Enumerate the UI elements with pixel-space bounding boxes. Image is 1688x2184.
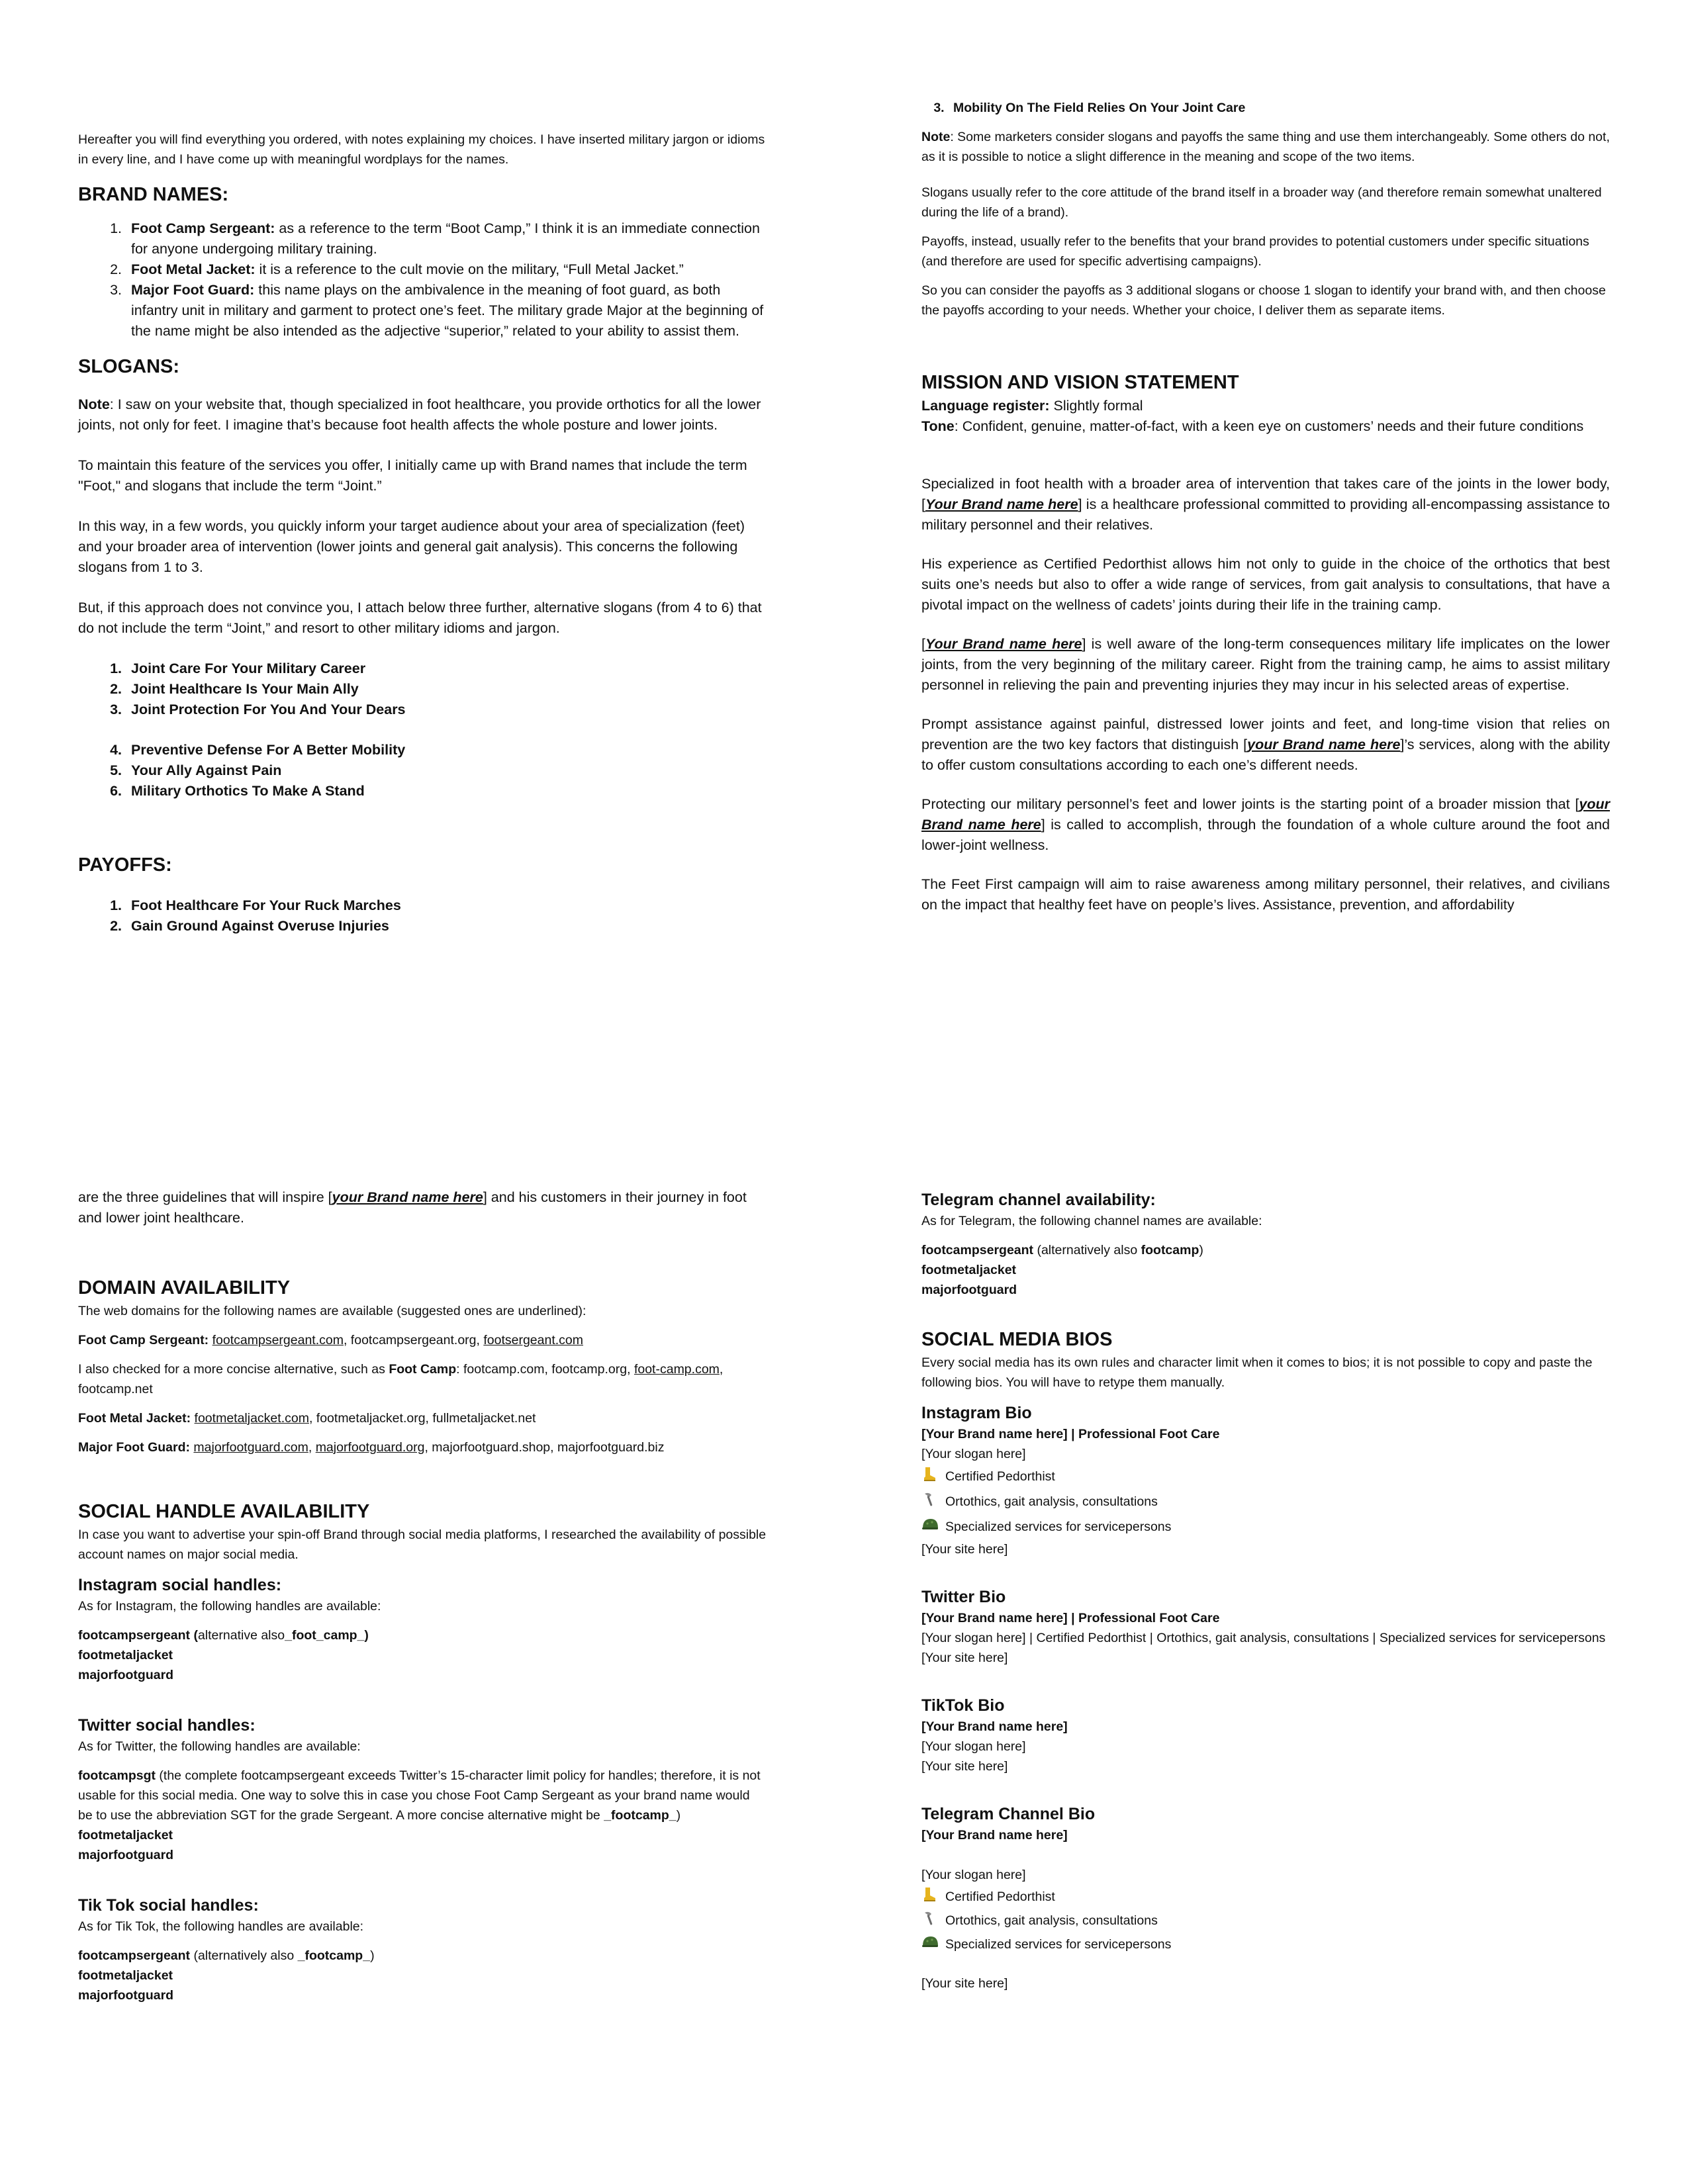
social-handle-heading: SOCIAL HANDLE AVAILABILITY bbox=[78, 1501, 370, 1522]
handle-item bbox=[78, 1768, 761, 1823]
handle-item bbox=[921, 1240, 1610, 1260]
handle-item: majorfootguard bbox=[921, 1283, 1017, 1297]
slogan-item: 5. Your Ally Against Pain bbox=[126, 760, 767, 781]
bio-text: Ortothics, gait analysis, consultations bbox=[945, 1913, 1158, 1928]
bio-line bbox=[921, 1933, 1610, 1956]
tone-value: : Confident, genuine, matter-of-fact, with a keen eye on customers’ needs and their future conditions bbox=[954, 418, 1584, 434]
instagram-bio bbox=[921, 1424, 1610, 1559]
handle-item: footmetaljacket bbox=[921, 1263, 1017, 1277]
text-run: , footcamp.net bbox=[78, 1362, 724, 1396]
text-run: ) bbox=[676, 1808, 681, 1823]
handle-text: footcampsergeant ( bbox=[78, 1628, 198, 1643]
instagram-bio-heading: Instagram Bio bbox=[921, 1404, 1032, 1422]
bio-line bbox=[921, 1909, 1610, 1933]
tiktok-bio bbox=[921, 1717, 1610, 1776]
brand-names-heading: BRAND NAMES: bbox=[78, 184, 229, 205]
telegram-channel-intro: As for Telegram, the following channel names are available: bbox=[921, 1214, 1262, 1228]
brand-name-label: Major Foot Guard: bbox=[131, 282, 255, 298]
orthotics-tool-icon bbox=[921, 1910, 939, 1927]
twitter-handles-intro: As for Twitter, the following handles are available: bbox=[78, 1739, 361, 1754]
slogans-paragraph: To maintain this feature of the services you offer, I initially came up with Brand names that include the term "Foot," and slogans that include the term “Joint.” bbox=[78, 457, 747, 494]
slogans-paragraph: But, if this approach does not convince you, I attach below three further, alternative slogans (from 4 to 6) that do not include the term “Joint,” and resort to other military idioms and jargon. bbox=[78, 600, 762, 636]
social-intro: In case you want to advertise your spin-off Brand through social media platforms, I researched the availability of possible account names on major social media. bbox=[78, 1527, 767, 1562]
boot-icon bbox=[921, 1466, 939, 1483]
mission-continuation bbox=[78, 1187, 767, 1228]
text-run: , majorfootguard.shop, majorfootguard.biz bbox=[424, 1440, 665, 1455]
text-run: ]’s services, along with the ability to offer custom consultations according to each one’s different needs. bbox=[921, 737, 1611, 773]
bio-line bbox=[921, 1464, 1610, 1489]
slogans-paragraph: In this way, in a few words, you quickly inform your target audience about your area of specialization (feet) and your broader area of intervention (lower joints and general gait analysis). This concerns the following slogans from 1 to 3. bbox=[78, 518, 745, 575]
handle-note: (alternatively also bbox=[190, 1948, 298, 1963]
brand-name-placeholder: your Brand name here bbox=[921, 796, 1610, 833]
text-run: [ bbox=[921, 636, 925, 652]
brand-names-list bbox=[78, 218, 767, 341]
handle-text: footcampsgt bbox=[78, 1768, 156, 1783]
bio-site-line: [Your site here] bbox=[921, 1759, 1008, 1774]
slogans-list-alternative bbox=[78, 740, 767, 801]
domain-line-foot-camp-sergeant bbox=[78, 1330, 767, 1350]
slogan-item: 1. Joint Care For Your Military Career bbox=[126, 659, 767, 679]
bio-text: Specialized services for servicepersons bbox=[945, 1520, 1172, 1534]
payoff-item: 1. Foot Healthcare For Your Ruck Marches bbox=[126, 895, 767, 916]
text-run: Protecting our military personnel’s feet and lower joints is the starting point of a broader mission that [ bbox=[921, 796, 1579, 812]
domain-line-foot-camp bbox=[78, 1359, 767, 1399]
bio-text: Certified Pedorthist bbox=[945, 1469, 1055, 1484]
tiktok-handles-list bbox=[78, 1946, 767, 2005]
bio-brand-line: [Your Brand name here] bbox=[921, 1719, 1068, 1734]
domain-label: Major Foot Guard: bbox=[78, 1440, 190, 1455]
handle-item bbox=[78, 1946, 767, 1966]
bio-slogan-line: [Your slogan here] bbox=[921, 1447, 1026, 1461]
page-3-column bbox=[78, 1187, 767, 2005]
brand-name-item bbox=[126, 259, 767, 280]
tiktok-handles-heading: Tik Tok social handles: bbox=[78, 1896, 259, 1915]
bio-line: [Your slogan here] | Certified Pedorthist | Ortothics, gait analysis, consultations | Specialized services for servicepersons bbox=[921, 1631, 1606, 1645]
handle-item: majorfootguard bbox=[78, 1668, 174, 1682]
text-run: ) bbox=[1199, 1243, 1203, 1257]
domain-label: Foot Metal Jacket: bbox=[78, 1411, 191, 1426]
mission-vision-heading: MISSION AND VISION STATEMENT bbox=[921, 372, 1239, 393]
payoff-item: 3. Mobility On The Field Relies On Your Joint Care bbox=[948, 98, 1610, 118]
text-run: are the three guidelines that will inspire [ bbox=[78, 1189, 332, 1205]
payoffs-list bbox=[78, 895, 767, 936]
slogans-heading: SLOGANS: bbox=[78, 356, 180, 377]
domain-availability-heading: DOMAIN AVAILABILITY bbox=[78, 1277, 291, 1298]
handle-text: _footcamp_ bbox=[604, 1808, 677, 1823]
boot-icon bbox=[921, 1886, 939, 1903]
bio-text: Certified Pedorthist bbox=[945, 1889, 1055, 1904]
handle-note: alternative also bbox=[197, 1628, 285, 1643]
orthotics-tool-icon bbox=[921, 1491, 939, 1508]
telegram-channel-heading: Telegram channel availability: bbox=[921, 1191, 1156, 1209]
text-run: ] is a healthcare professional committed to providing all-encompassing assistance to military personnel and their relatives. bbox=[921, 496, 1610, 533]
handle-text: footcampsergeant bbox=[921, 1243, 1034, 1257]
domain-suggested: foot-camp.com bbox=[633, 1362, 720, 1377]
twitter-handles-heading: Twitter social handles: bbox=[78, 1716, 256, 1735]
brand-name-placeholder: your Brand name here bbox=[1247, 737, 1401, 752]
bio-line bbox=[921, 1514, 1610, 1539]
brand-name-placeholder: Your Brand name here bbox=[925, 496, 1078, 512]
bio-line bbox=[921, 1489, 1610, 1514]
handle-item: footmetaljacket bbox=[78, 1968, 173, 1983]
payoffs-paragraph: Payoffs, instead, usually refer to the benefits that your brand provides to potential customers under specific situations (and therefore are used for specific advertising campaigns). bbox=[921, 234, 1589, 269]
slogan-item: 4. Preventive Defense For A Better Mobility bbox=[126, 740, 767, 760]
language-register bbox=[921, 396, 1610, 416]
slogan-item: 2. Joint Healthcare Is Your Main Ally bbox=[126, 679, 767, 700]
choice-paragraph: So you can consider the payoffs as 3 additional slogans or choose 1 slogan to identify your brand with, and then choose the payoffs according to your needs. Whether your choice, I deliver them as separate items. bbox=[921, 283, 1606, 318]
telegram-channel-list bbox=[921, 1240, 1610, 1300]
twitter-bio bbox=[921, 1608, 1610, 1668]
bio-text: Specialized services for servicepersons bbox=[945, 1937, 1172, 1952]
twitter-bio-heading: Twitter Bio bbox=[921, 1588, 1006, 1606]
handle-text: _footcamp_ bbox=[297, 1948, 371, 1963]
social-media-bios-heading: SOCIAL MEDIA BIOS bbox=[921, 1329, 1113, 1350]
brand-name-text: as a reference to the term “Boot Camp,” I think it is an immediate connection for anyone undergoing military training. bbox=[131, 220, 760, 257]
mission-paragraph bbox=[921, 474, 1610, 535]
mission-paragraph bbox=[921, 794, 1610, 856]
text-run: , footmetaljacket.org, fullmetaljacket.net bbox=[308, 1411, 536, 1426]
page-1-column bbox=[78, 130, 767, 936]
bio-site-line: [Your site here] bbox=[921, 1651, 1008, 1665]
military-helmet-icon bbox=[921, 1934, 939, 1951]
page-4-column bbox=[921, 1189, 1610, 1993]
telegram-bio bbox=[921, 1825, 1610, 1993]
bio-site-line: [Your site here] bbox=[921, 1976, 1008, 1991]
bio-line bbox=[921, 1885, 1610, 1909]
brand-name-text: this name plays on the ambivalence in the meaning of foot guard, as both infantry unit in military and garment to protect one’s feet. The military grade Major at the beginning of the name might be also intended as the adjective “superior,” related to your ability to assist them. bbox=[131, 282, 764, 339]
brand-name-text: it is a reference to the cult movie on the military, “Full Metal Jacket.” bbox=[255, 261, 684, 277]
bio-brand-line: [Your Brand name here] | Professional Foot Care bbox=[921, 1611, 1220, 1625]
payoffs-list-continued bbox=[921, 98, 1610, 118]
handle-text: footcamp bbox=[1141, 1243, 1199, 1257]
brand-name-label: Foot Metal Jacket: bbox=[131, 261, 256, 277]
handle-item: footmetaljacket bbox=[78, 1648, 173, 1662]
slogan-item: 3. Joint Protection For You And Your Dears bbox=[126, 700, 767, 720]
mission-paragraph bbox=[921, 634, 1610, 696]
tiktok-handles-intro: As for Tik Tok, the following handles are available: bbox=[78, 1919, 364, 1934]
text-run: ] and his customers in their journey in foot and lower joint healthcare. bbox=[78, 1189, 747, 1226]
domain-suggested: footcampsergeant.com bbox=[212, 1333, 344, 1347]
brand-name-placeholder: your Brand name here bbox=[332, 1189, 483, 1205]
handle-note: (the complete footcampsergeant exceeds Twitter’s 15-character limit policy for handles; therefore, it is not usable for this social media. One way to solve this in case you chose Foot Camp Sergeant as your brand name would be to use the abbreviation SGT for the grade Sergeant. A more concise alternative might be bbox=[78, 1768, 761, 1823]
military-helmet-icon bbox=[921, 1516, 939, 1533]
domain-intro: The web domains for the following names are available (suggested ones are underlined): bbox=[78, 1304, 586, 1318]
social-media-bios-intro: Every social media has its own rules and character limit when it comes to bios; it is not possible to copy and paste the following bios. You will have to retype them manually. bbox=[921, 1355, 1593, 1390]
domain-label: Foot Camp bbox=[389, 1362, 457, 1377]
bio-slogan-line: [Your slogan here] bbox=[921, 1868, 1026, 1882]
tone bbox=[921, 416, 1610, 437]
text-run: Prompt assistance against painful, distressed lower joints and feet, and long-time vision that relies on prevention are the two key factors that distinguish [ bbox=[921, 716, 1610, 752]
text-run: : footcamp.com, footcamp.org, bbox=[456, 1362, 634, 1377]
instagram-handles-list bbox=[78, 1625, 767, 1685]
text-run: , bbox=[308, 1440, 316, 1455]
text-run: I also checked for a more concise alternative, such as bbox=[78, 1362, 389, 1377]
note-label: Note bbox=[921, 130, 951, 144]
telegram-bio-heading: Telegram Channel Bio bbox=[921, 1805, 1096, 1823]
handle-item bbox=[78, 1625, 767, 1645]
text-run: Specialized in foot health with a broader area of intervention that takes care of the joints in the lower body, [ bbox=[921, 476, 1610, 512]
payoff-item: 2. Gain Ground Against Overuse Injuries bbox=[126, 916, 767, 936]
note-label: Note bbox=[78, 396, 110, 412]
register-value: Slightly formal bbox=[1049, 398, 1143, 414]
tiktok-bio-heading: TikTok Bio bbox=[921, 1696, 1005, 1715]
note-text: : I saw on your website that, though specialized in foot healthcare, you provide orthotics for all the lower joints, not only for feet. I imagine that’s because foot health affects the whole posture and lower joints. bbox=[78, 396, 761, 433]
mission-paragraph bbox=[921, 714, 1610, 776]
domain-suggested: majorfootguard.org bbox=[315, 1440, 425, 1455]
handle-item: footmetaljacket bbox=[78, 1828, 173, 1843]
domain-line-foot-metal-jacket bbox=[78, 1408, 767, 1428]
domain-suggested: footsergeant.com bbox=[483, 1333, 584, 1347]
mission-paragraph: The Feet First campaign will aim to raise awareness among military personnel, their relatives, and civilians on the impact that healthy feet have on people’s lives. Assistance, prevention, and affordability bbox=[921, 876, 1610, 913]
brand-name-label: Foot Camp Sergeant: bbox=[131, 220, 275, 236]
bio-text: Ortothics, gait analysis, consultations bbox=[945, 1494, 1158, 1509]
slogans-list-joint bbox=[78, 659, 767, 720]
text-run: ] is called to accomplish, through the foundation of a whole culture around the foot and lower-joint wellness. bbox=[921, 817, 1610, 853]
bio-brand-line: [Your Brand name here] bbox=[921, 1828, 1068, 1843]
payoffs-heading: PAYOFFS: bbox=[78, 854, 172, 876]
instagram-handles-heading: Instagram social handles: bbox=[78, 1576, 282, 1594]
handle-note: (alternatively also bbox=[1033, 1243, 1141, 1257]
handle-text: footcampsergeant bbox=[78, 1948, 191, 1963]
slogan-item: 6. Military Orthotics To Make A Stand bbox=[126, 781, 767, 801]
handle-text: _foot_camp_) bbox=[285, 1628, 369, 1643]
text-run: , footcampsergeant.org, bbox=[343, 1333, 484, 1347]
intro-paragraph: Hereafter you will find everything you ordered, with notes explaining my choices. I have inserted military jargon or idioms in every line, and I have come up with meaningful wordplays for the names. bbox=[78, 132, 765, 167]
page-2-column bbox=[921, 98, 1610, 915]
slogans-vs-payoffs-paragraph: Slogans usually refer to the core attitude of the brand itself in a broader way (and therefore remain somewhat unaltered during the life of a brand). bbox=[921, 185, 1602, 220]
register-label: Language register: bbox=[921, 398, 1050, 414]
twitter-handles-list bbox=[78, 1766, 767, 1865]
mission-paragraph: His experience as Certified Pedorthist allows him not only to guide in the choice of the orthotics that best suits one’s needs but also to offer a wide range of services, from gait analysis to consultations, that have a pivotal impact on the wellness of cadets’ joints during their life in the training camp. bbox=[921, 556, 1610, 613]
handle-item: majorfootguard bbox=[78, 1988, 174, 2003]
text-run: ) bbox=[370, 1948, 375, 1963]
domain-suggested: footmetaljacket.com bbox=[194, 1411, 309, 1426]
domain-label: Foot Camp Sergeant: bbox=[78, 1333, 209, 1347]
bio-brand-line: [Your Brand name here] | Professional Foot Care bbox=[921, 1427, 1220, 1441]
text-run: ] is well aware of the long-term consequences military life implicates on the lower joints, from the very beginning of the military career. Right from the training camp, he aims to assist military personnel in relieving the pain and preventing injuries they may incur in his selected areas of expertise. bbox=[921, 636, 1610, 693]
tone-label: Tone bbox=[921, 418, 955, 434]
note-text: : Some marketers consider slogans and payoffs the same thing and use them interchangeably. Some others do not, as it is possible to notice a slight difference in the meaning and scope of the two items. bbox=[921, 130, 1610, 164]
brand-name-placeholder: Your Brand name here bbox=[925, 636, 1082, 652]
handle-item: majorfootguard bbox=[78, 1848, 174, 1862]
bio-slogan-line: [Your slogan here] bbox=[921, 1739, 1026, 1754]
brand-name-item bbox=[126, 218, 767, 259]
brand-name-item bbox=[126, 280, 767, 341]
slogans-note bbox=[78, 394, 767, 435]
domain-suggested: majorfootguard.com bbox=[193, 1440, 308, 1455]
domain-line-major-foot-guard bbox=[78, 1437, 767, 1457]
instagram-handles-intro: As for Instagram, the following handles are available: bbox=[78, 1599, 381, 1614]
bio-site-line: [Your site here] bbox=[921, 1542, 1008, 1557]
payoffs-note bbox=[921, 127, 1610, 167]
